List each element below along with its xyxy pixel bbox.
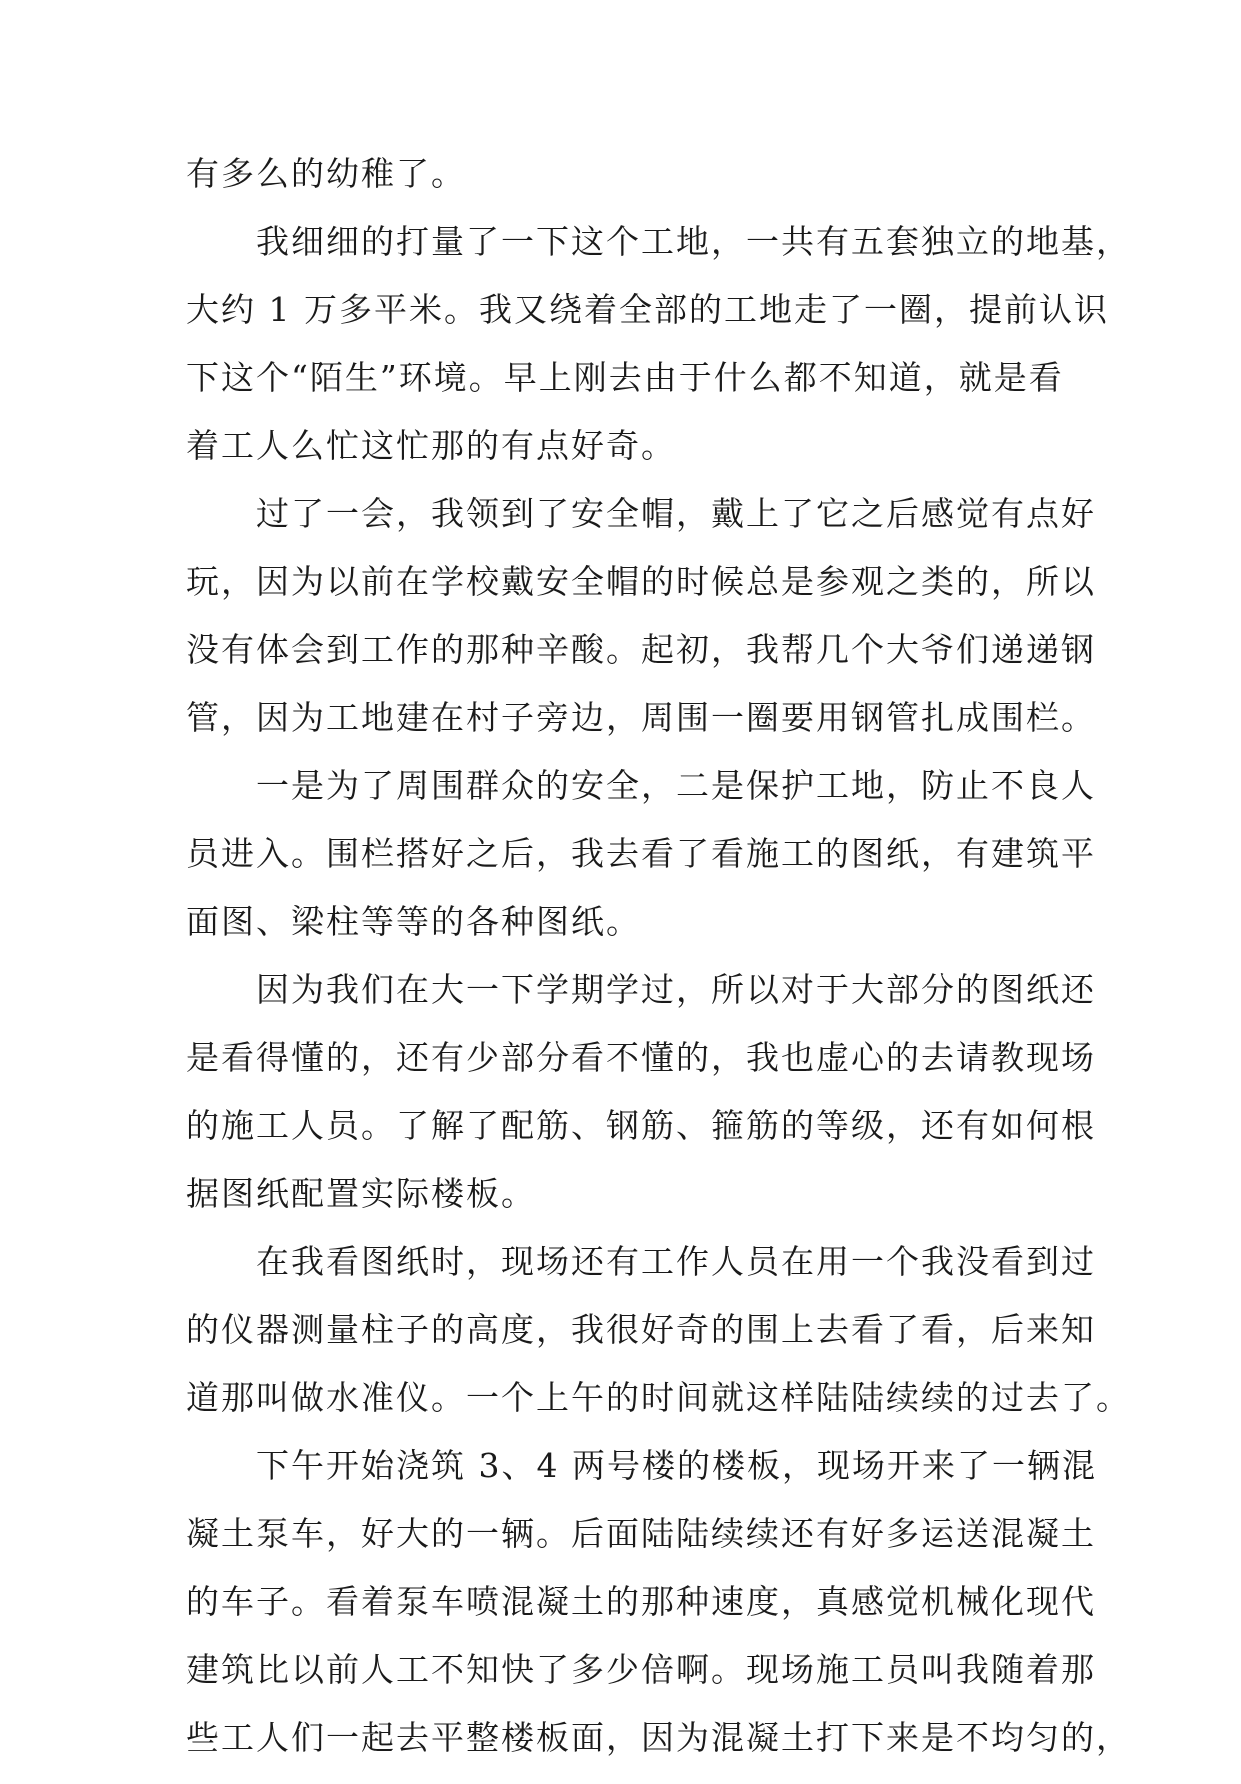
text-line: 的车子。看着泵车喷混凝土的那种速度，真感觉机械化现代 [186, 1582, 1096, 1621]
text-line: 因为我们在大一下学期学过，所以对于大部分的图纸还 [186, 970, 1096, 1009]
text-line: 玩，因为以前在学校戴安全帽的时候总是参观之类的，所以 [186, 562, 1096, 601]
text-line: 凝土泵车，好大的一辆。后面陆陆续续还有好多运送混凝土 [186, 1514, 1096, 1553]
text-line: 是看得懂的，还有少部分看不懂的，我也虚心的去请教现场 [186, 1038, 1096, 1077]
text-line: 我细细的打量了一下这个工地，一共有五套独立的地基， [186, 222, 1131, 261]
text-line: 过了一会，我领到了安全帽，戴上了它之后感觉有点好 [186, 494, 1096, 533]
text-line: 大约 1 万多平米。我又绕着全部的工地走了一圈，提前认识 [186, 290, 1109, 329]
text-line: 在我看图纸时，现场还有工作人员在用一个我没看到过 [186, 1242, 1096, 1281]
text-line: 一是为了周围群众的安全，二是保护工地，防止不良人 [186, 766, 1096, 805]
text-line: 员进入。围栏搭好之后，我去看了看施工的图纸，有建筑平 [186, 834, 1096, 873]
text-line: 下午开始浇筑 3、4 两号楼的楼板，现场开来了一辆混 [186, 1446, 1097, 1485]
text-line: 有多么的幼稚了。 [186, 154, 466, 193]
text-line: 面图、梁柱等等的各种图纸。 [186, 902, 641, 941]
text-line: 建筑比以前人工不知快了多少倍啊。现场施工员叫我随着那 [186, 1650, 1096, 1689]
text-line: 道那叫做水准仪。一个上午的时间就这样陆陆续续的过去了。 [186, 1378, 1131, 1417]
text-line: 着工人么忙这忙那的有点好奇。 [186, 426, 676, 465]
text-line: 据图纸配置实际楼板。 [186, 1174, 536, 1213]
text-line: 没有体会到工作的那种辛酸。起初，我帮几个大爷们递递钢 [186, 630, 1096, 669]
text-line: 管，因为工地建在村子旁边，周围一圈要用钢管扎成围栏。 [186, 698, 1096, 737]
body-text [186, 152, 1131, 1784]
text-line: 的施工人员。了解了配筋、钢筋、箍筋的等级，还有如何根 [186, 1106, 1096, 1145]
text-line: 下这个“陌生”环境。早上刚去由于什么都不知道，就是看 [186, 358, 1064, 397]
text-line: 的仪器测量柱子的高度，我很好奇的围上去看了看，后来知 [186, 1310, 1096, 1349]
text-line: 些工人们一起去平整楼板面，因为混凝土打下来是不均匀的， [186, 1718, 1131, 1757]
